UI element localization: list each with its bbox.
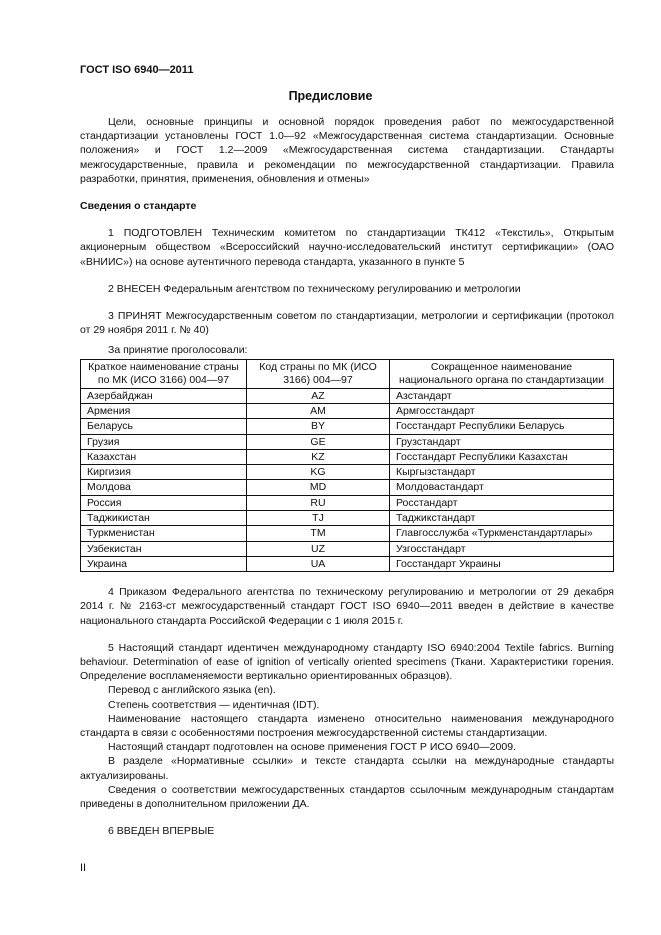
country-cell: Россия	[81, 495, 247, 510]
body-cell: Армгосстандарт	[390, 403, 614, 418]
table-row	[81, 449, 614, 464]
code-cell: UZ	[247, 541, 390, 556]
item-6-paragraph: 6 ВВЕДЕН ВПЕРВЫЕ	[108, 825, 215, 838]
item-5-line: Настоящий стандарт подготовлен на основе применения ГОСТ Р ИСО 6940—2009.	[108, 741, 516, 754]
table-body	[81, 388, 614, 572]
code-cell: KZ	[247, 449, 390, 464]
body-cell: Грузстандарт	[390, 434, 614, 449]
code-cell: TJ	[247, 511, 390, 526]
body-cell: Главгосслужба «Туркменстандартлары»	[390, 526, 614, 541]
page-title: Предисловие	[288, 89, 373, 103]
body-cell: Азстандарт	[390, 388, 614, 403]
body-cell: Росстандарт	[390, 495, 614, 510]
country-cell: Киргизия	[81, 465, 247, 480]
item-5-line: Перевод с английского языка (en).	[108, 684, 276, 697]
item-2-paragraph: 2 ВНЕСЕН Федеральным агентством по техническому регулированию и метрологии	[108, 282, 521, 295]
country-cell: Казахстан	[81, 449, 247, 464]
table-row	[81, 388, 614, 403]
item-5-line: Сведения о соответствии межгосударственных стандартов ссылочным международным стандартам приведены в дополнительном приложении ДА.	[80, 783, 614, 811]
table-row	[81, 495, 614, 510]
body-cell: Кыргызстандарт	[390, 465, 614, 480]
country-cell: Украина	[81, 556, 247, 571]
vote-label: За принятие проголосовали:	[108, 344, 248, 357]
body-cell: Госстандарт Украины	[390, 556, 614, 571]
item-5-line: В разделе «Нормативные ссылки» и тексте стандарта ссылки на международные стандарты актуализированы.	[80, 755, 614, 782]
body-cell: Узгосстандарт	[390, 541, 614, 556]
body-cell: Госстандарт Республики Беларусь	[390, 419, 614, 434]
item-5-line: Степень соответствия — идентичная (IDT).	[108, 698, 320, 711]
section-heading: Сведения о стандарте	[80, 200, 197, 213]
code-cell: GE	[247, 434, 390, 449]
code-cell: MD	[247, 480, 390, 495]
item-5-paragraph: 5 Настоящий стандарт идентичен международному стандарту ISO 6940:2004 Textile fabrics. Burning behaviour. Determination of ease of ignition of vertically oriented specimens (Ткани. Характеристики горения. Определение воспламеняемости вертикально ориентированных образцов).	[80, 641, 614, 683]
table-header-body: Сокращенное наименование национального органа по стандартизации	[390, 359, 614, 388]
body-cell: Молдовастандарт	[390, 480, 614, 495]
code-cell: AZ	[247, 388, 390, 403]
document-code: ГОСТ ISO 6940—2011	[80, 64, 194, 76]
item-1-paragraph: 1 ПОДГОТОВЛЕН Техническим комитетом по стандартизации ТК412 «Текстиль», Открытым акционерным обществом «Всероссийский научно-исследовательский институт сертификации» (ОАО «ВНИИС») на основе аутентичного перевода стандарта, указанного в пункте 5	[80, 227, 614, 268]
country-cell: Грузия	[81, 434, 247, 449]
code-cell: BY	[247, 419, 390, 434]
country-cell: Беларусь	[81, 419, 247, 434]
code-cell: RU	[247, 495, 390, 510]
document-body	[80, 115, 614, 838]
voting-table	[80, 359, 614, 573]
table-row	[81, 403, 614, 418]
page-number: II	[80, 862, 87, 874]
code-cell: KG	[247, 465, 390, 480]
country-cell: Узбекистан	[81, 541, 247, 556]
country-cell: Армения	[81, 403, 247, 418]
table-row	[81, 511, 614, 526]
country-cell: Таджикистан	[81, 511, 247, 526]
table-row	[81, 419, 614, 434]
table-row	[81, 541, 614, 556]
item-3-paragraph: 3 ПРИНЯТ Межгосударственным советом по стандартизации, метрологии и сертификации (протокол от 29 ноября 2011 г. № 40)	[80, 310, 614, 337]
intro-paragraph: Цели, основные принципы и основной порядок проведения работ по межгосударственной стандартизации установлены ГОСТ 1.0—92 «Межгосударственная система стандартизации. Основные положения» и ГОСТ 1.2—2009 «Межгосударственная система стандартизации. Стандарты межгосударственные, правила и рекомендации по межгосударственной стандартизации. Правила разработки, принятия, применения, обновления и отмены»	[80, 116, 614, 185]
code-cell: AM	[247, 403, 390, 418]
body-cell: Таджикстандарт	[390, 511, 614, 526]
country-cell: Туркменистан	[81, 526, 247, 541]
table-row	[81, 526, 614, 541]
body-cell: Госстандарт Республики Казахстан	[390, 449, 614, 464]
code-cell: UA	[247, 556, 390, 571]
item-4-paragraph: 4 Приказом Федерального агентства по техническому регулированию и метрологии от 29 декабря 2014 г. № 2163-ст межгосударственный стандарт ГОСТ ISO 6940—2011 введен в действие в качестве национального стандарта Российской Федерации с 1 июля 2015 г.	[80, 586, 614, 627]
table-header-row	[81, 359, 614, 388]
table-row	[81, 556, 614, 571]
table-row	[81, 434, 614, 449]
table-row	[81, 480, 614, 495]
table-header-code: Код страны по МК (ИСО 3166) 004—97	[247, 359, 390, 388]
country-cell: Азербайджан	[81, 388, 247, 403]
item-5-line: Наименование настоящего стандарта изменено относительно наименования международного стандарта в связи с особенностями построения межгосударственной системы стандартизации.	[80, 712, 614, 740]
table-row	[81, 465, 614, 480]
code-cell: TM	[247, 526, 390, 541]
country-cell: Молдова	[81, 480, 247, 495]
table-header-country: Краткое наименование страны по МК (ИСО 3166) 004—97	[81, 359, 247, 388]
